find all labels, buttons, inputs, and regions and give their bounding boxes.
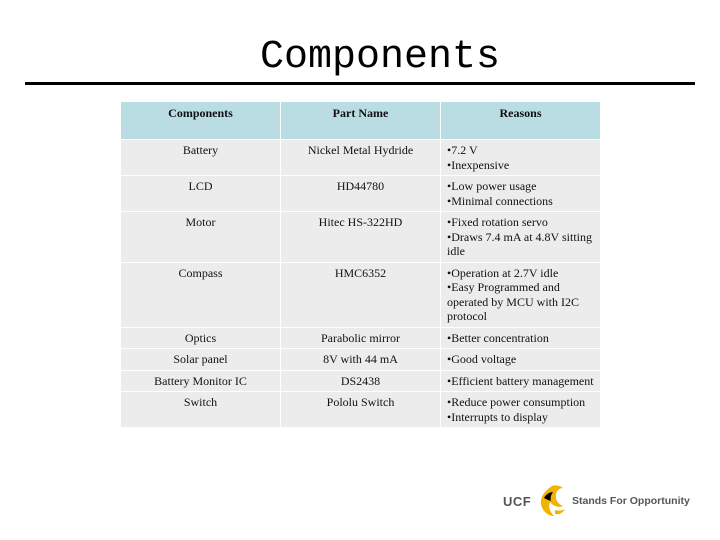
reasons-cell — [441, 327, 601, 349]
part-name-cell: Hitec HS-322HD — [281, 212, 441, 263]
table-row — [121, 140, 601, 176]
reasons-list — [447, 374, 594, 389]
table-body — [121, 140, 601, 428]
components-table — [120, 101, 601, 428]
reasons-list — [447, 215, 594, 259]
reason-item: • Easy Programmed and operated by MCU with I2C protocol — [447, 280, 594, 324]
table-row — [121, 327, 601, 349]
reasons-cell — [441, 262, 601, 327]
reason-item: • Fixed rotation servo — [447, 215, 594, 230]
component-cell: Battery — [121, 140, 281, 176]
reasons-list — [447, 179, 594, 208]
title-divider — [25, 82, 695, 85]
component-cell: Battery Monitor IC — [121, 370, 281, 392]
reason-item: • Efficient battery management — [447, 374, 594, 389]
part-name-cell: HD44780 — [281, 176, 441, 212]
table-header-row — [121, 102, 601, 140]
table-row — [121, 262, 601, 327]
reasons-cell — [441, 392, 601, 428]
table-row — [121, 392, 601, 428]
table-row — [121, 349, 601, 371]
part-name-cell: Pololu Switch — [281, 392, 441, 428]
reasons-list — [447, 266, 594, 324]
reasons-list — [447, 143, 594, 172]
component-cell: Switch — [121, 392, 281, 428]
component-cell: Motor — [121, 212, 281, 263]
reasons-cell — [441, 176, 601, 212]
header-reasons: Reasons — [441, 102, 601, 140]
page-title: Components — [259, 35, 501, 80]
pegasus-icon — [536, 484, 568, 518]
reason-item: • Operation at 2.7V idle — [447, 266, 594, 281]
reasons-cell — [441, 140, 601, 176]
part-name-cell: HMC6352 — [281, 262, 441, 327]
reasons-cell — [441, 349, 601, 371]
ucf-logo — [500, 484, 700, 520]
reasons-list — [447, 395, 594, 424]
reason-item: • Good voltage — [447, 352, 594, 367]
reasons-list — [447, 352, 594, 367]
reason-item: • Interrupts to display — [447, 410, 594, 425]
table-row — [121, 370, 601, 392]
part-name-cell: Parabolic mirror — [281, 327, 441, 349]
component-cell: Optics — [121, 327, 281, 349]
component-cell: LCD — [121, 176, 281, 212]
reasons-cell — [441, 212, 601, 263]
reason-item: • Reduce power consumption — [447, 395, 594, 410]
reasons-list — [447, 331, 594, 346]
reason-item: • Low power usage — [447, 179, 594, 194]
part-name-cell: DS2438 — [281, 370, 441, 392]
component-cell: Solar panel — [121, 349, 281, 371]
reason-item: • 7.2 V — [447, 143, 594, 158]
reason-item: • Better concentration — [447, 331, 594, 346]
reason-item: • Inexpensive — [447, 158, 594, 173]
reason-item: • Draws 7.4 mA at 4.8V sitting idle — [447, 230, 594, 259]
part-name-cell: Nickel Metal Hydride — [281, 140, 441, 176]
ucf-wordmark: UCF — [503, 494, 532, 509]
tagline: Stands For Opportunity — [572, 495, 690, 507]
table-row — [121, 212, 601, 263]
table-row — [121, 176, 601, 212]
reasons-cell — [441, 370, 601, 392]
header-part-name: Part Name — [281, 102, 441, 140]
part-name-cell: 8V with 44 mA — [281, 349, 441, 371]
header-components: Components — [121, 102, 281, 140]
component-cell: Compass — [121, 262, 281, 327]
reason-item: • Minimal connections — [447, 194, 594, 209]
